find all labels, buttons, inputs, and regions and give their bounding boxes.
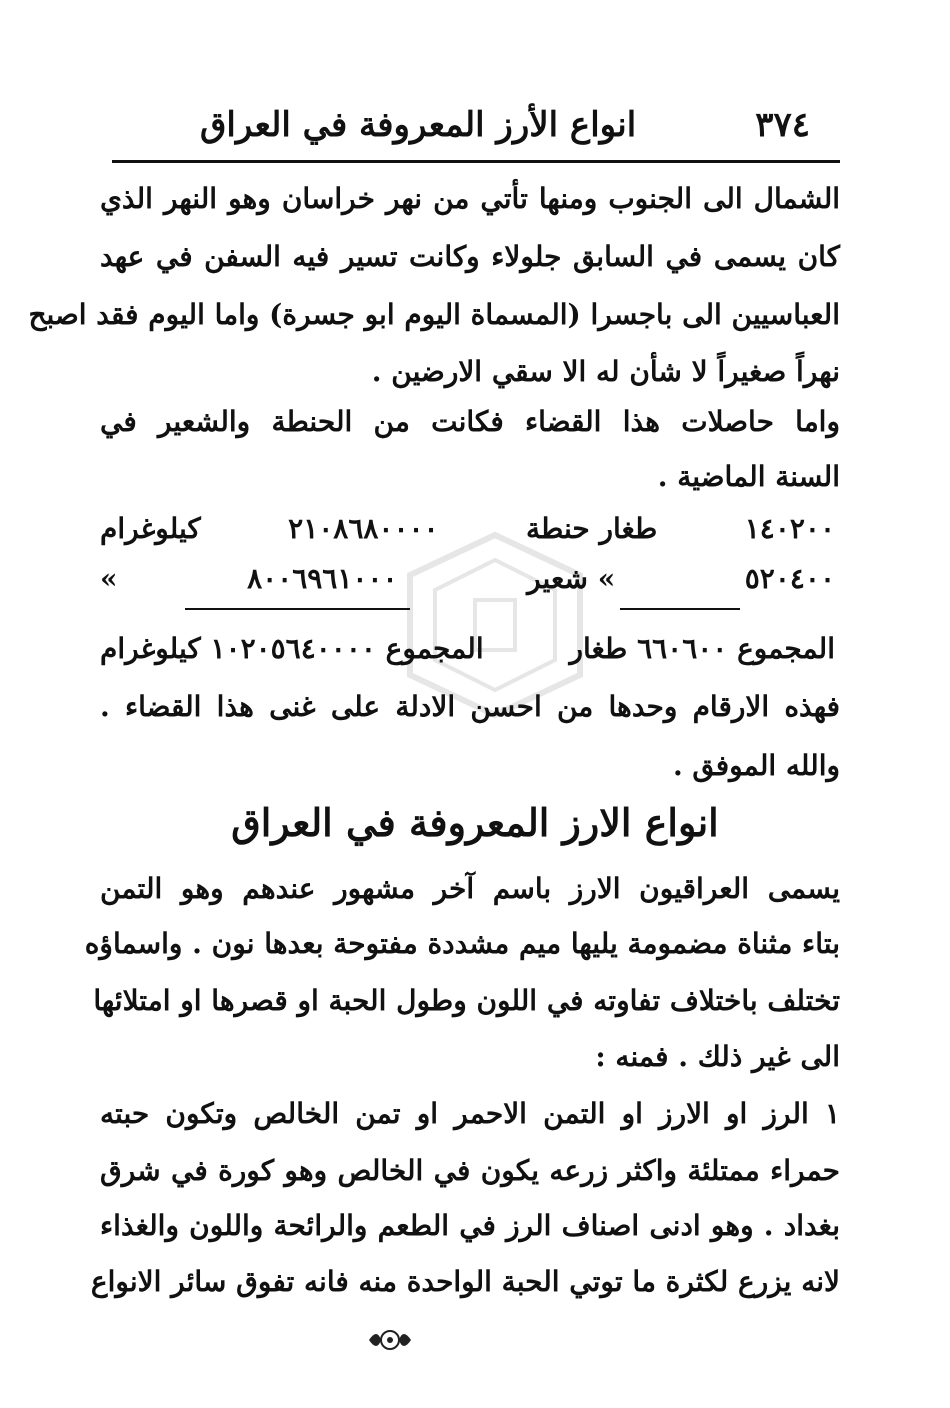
section-title: انواع الارز المعروفة في العراق bbox=[231, 800, 719, 845]
body-line: لانه يزرع لكثرة ما توتي الحبة الواحدة منه فانه تفوق سائر الانواع bbox=[90, 1265, 840, 1298]
row-unit-crop bbox=[525, 512, 658, 545]
total-unit: طغار bbox=[569, 632, 628, 665]
row-unit-crop bbox=[527, 562, 616, 595]
body-line: تختلف باختلاف تفاوته في اللون وطول الحبة او قصرها او امتلائها bbox=[93, 984, 840, 1017]
total-label: المجموع bbox=[737, 632, 835, 665]
sum-rule bbox=[620, 608, 740, 610]
body-line: واما حاصلات هذا القضاء فكانت من الحنطة والشعير في bbox=[100, 405, 840, 438]
harvest-total-row bbox=[100, 632, 835, 665]
row-weight-unit: » bbox=[100, 562, 118, 595]
body-line: ١ الرز او الارز او التمن الاحمر او تمن الخالص وتكون حبته bbox=[100, 1097, 840, 1130]
harvest-row bbox=[100, 562, 835, 595]
body-line: بتاء مثناة مضمومة يليها ميم مشددة مفتوحة بعدها نون . واسماؤه bbox=[84, 927, 840, 960]
page-number: ٣٧٤ bbox=[755, 105, 810, 145]
row-weight-unit: كيلوغرام bbox=[100, 512, 201, 545]
body-line: فهذه الارقام وحدها من احسن الادلة على غنى هذا القضاء . bbox=[100, 690, 840, 723]
body-line: حمراء ممتلئة واكثر زرعه يكون في الخالص وهو كورة في شرق bbox=[100, 1154, 840, 1187]
body-line: العباسيين الى باجسرا (المسماة اليوم ابو جسرة) واما اليوم فقد اصبح bbox=[28, 298, 840, 331]
row-crop: شعير bbox=[527, 562, 588, 595]
sum-rule bbox=[185, 608, 410, 610]
body-line: يسمى العراقيون الارز باسم آخر مشهور عندهم وهو التمن bbox=[100, 872, 840, 905]
row-amount: ٨٠٠٦٩٦١٠٠٠ bbox=[247, 562, 398, 595]
row-unit: طغار bbox=[599, 512, 658, 545]
body-line: السنة الماضية . bbox=[657, 460, 840, 493]
row-area: ١٤٠٢٠٠ bbox=[744, 512, 835, 545]
total-label-2: المجموع bbox=[385, 632, 484, 665]
body-line: الشمال الى الجنوب ومنها تأتي من نهر خراسان وهو النهر الذي bbox=[100, 182, 840, 215]
total-area-value: ٦٦٠٦٠٠ bbox=[637, 632, 728, 665]
body-line: بغداد . وهو ادنى اصناف الرز في الطعم والرائحة واللون والغذاء bbox=[100, 1209, 840, 1242]
row-amount: ٢١٠٨٦٨٠٠٠٠ bbox=[288, 512, 439, 545]
total-weight-unit: كيلوغرام bbox=[100, 632, 201, 665]
harvest-row bbox=[100, 512, 835, 545]
total-amount-value: ١٠٢٠٥٦٤٠٠٠٠ bbox=[210, 632, 376, 665]
row-crop: حنطة bbox=[525, 512, 590, 545]
body-line: والله الموفق . bbox=[672, 749, 840, 782]
header-rule bbox=[112, 160, 840, 163]
body-line: كان يسمى في السابق جلولاء وكانت تسير فيه السفن في عهد bbox=[100, 240, 840, 273]
page-ornament-icon bbox=[365, 1320, 415, 1360]
row-unit: » bbox=[597, 562, 616, 595]
running-title: انواع الأرز المعروفة في العراق bbox=[200, 105, 637, 145]
page-header bbox=[200, 100, 810, 150]
total-amount bbox=[100, 632, 484, 665]
body-line: نهراً صغيراً لا شأن له الا سقي الارضين . bbox=[371, 355, 840, 388]
total-area bbox=[569, 632, 835, 665]
row-area: ٥٢٠٤٠٠ bbox=[744, 562, 835, 595]
body-line: الى غير ذلك . فمنه : bbox=[595, 1040, 840, 1073]
